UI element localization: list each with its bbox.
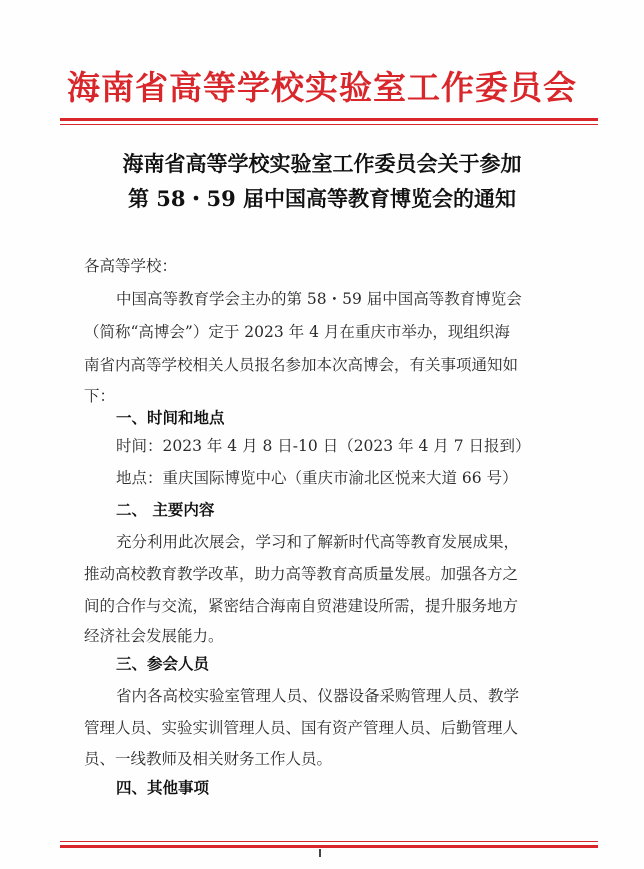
section2-line-4: 经济社会发展能力。 [84, 627, 224, 645]
letterhead: 海南省高等学校实验室工作委员会 [67, 68, 577, 107]
page-mark [319, 849, 321, 857]
intro-line-3: 南省内高等学校相关人员报名参加本次高博会，有关事项通知如 [84, 356, 519, 374]
section3-heading: 三、参会人员 [116, 654, 210, 673]
section2-line-2: 推动高校教育教学改革，助力高等教育高质量发展。加强各方之 [84, 565, 519, 583]
section2-line-1: 充分利用此次展会，学习和了解新时代高等教育发展成果， [116, 533, 520, 551]
intro-line-4: 下： [84, 387, 116, 405]
document-title-line1: 海南省高等学校实验室工作委员会关于参加 [122, 151, 522, 176]
section3-line-2: 管理人员、实验实训管理人员、国有资产管理人员、后勤管理人 [84, 719, 519, 737]
document-title-line2: 第 58・59 届中国高等教育博览会的通知 [127, 186, 517, 211]
section1-place: 地点：重庆国际博览中心（重庆市渝北区悦来大道 66 号） [116, 469, 518, 487]
salutation: 各高等学校： [84, 257, 178, 275]
intro-line-1: 中国高等教育学会主办的第 58・59 届中国高等教育博览会 [116, 290, 522, 308]
section1-time: 时间：2023 年 4 月 8 日-10 日（2023 年 4 月 7 日报到） [116, 437, 531, 455]
section3-line-3: 员、一线教师及相关财务工作人员。 [84, 750, 333, 768]
section3-line-1: 省内各高校实验室管理人员、仪器设备采购管理人员、教学 [116, 687, 520, 705]
intro-line-2: （简称“高博会”）定于 2023 年 4 月在重庆市举办，现组织海 [84, 323, 510, 341]
footer-rule-thin [60, 841, 598, 842]
letterhead-rule-thick [60, 118, 598, 121]
section4-heading: 四、其他事项 [116, 778, 210, 797]
section1-heading: 一、时间和地点 [116, 408, 225, 427]
letterhead-rule-thin [60, 124, 598, 125]
footer-rule-thick [60, 845, 598, 848]
section2-line-3: 间的合作与交流，紧密结合海南自贸港建设所需，提升服务地方 [84, 597, 519, 615]
section2-heading: 二、 主要内容 [116, 500, 215, 519]
